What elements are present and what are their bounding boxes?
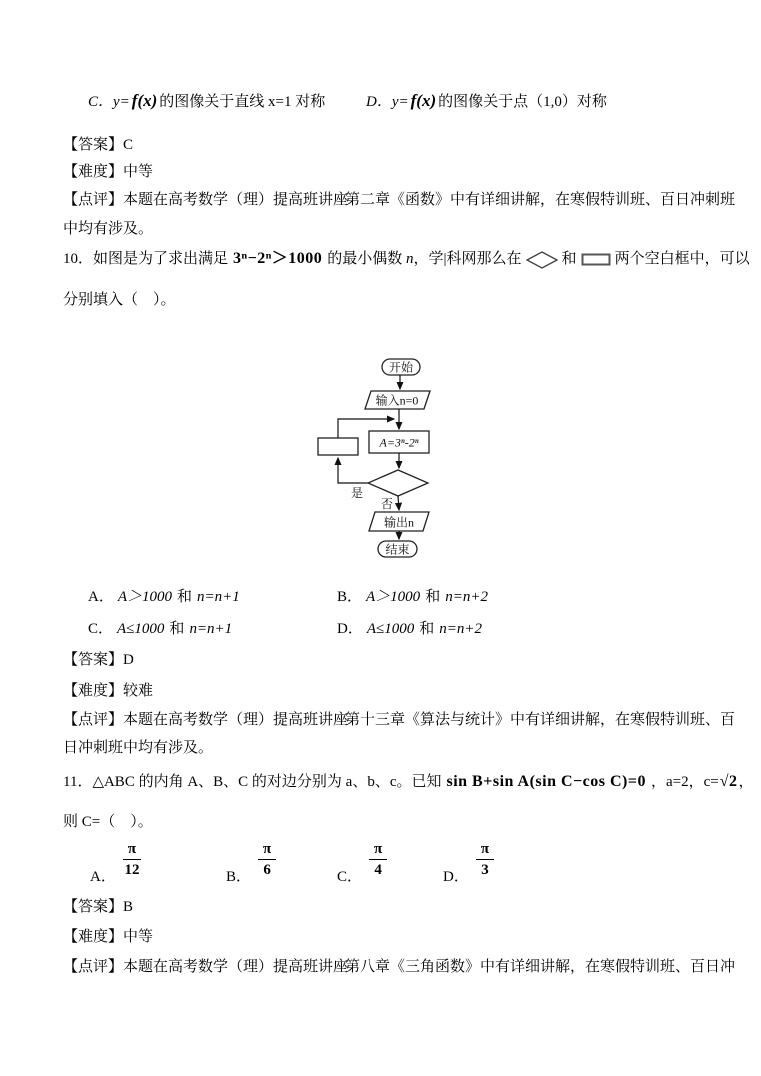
q10-stem-and: 和	[561, 251, 577, 267]
q11-option-c-denominator: 4	[374, 861, 382, 878]
q11-stem-formula: sin B+sin A(sin C−cos C)=0	[446, 773, 646, 790]
q11-comment-part1: 【点评】本题在高考数学（理）提高班讲座	[63, 959, 349, 975]
q11-stem-line2: 则 C=（ ）。	[63, 814, 153, 830]
flowchart-yes-branch-line	[338, 458, 368, 483]
q10-option-c	[88, 620, 237, 639]
q11-stem-line1	[63, 772, 754, 792]
q9-option-c-formula: f(x)	[131, 91, 158, 110]
q9-comment-part2: 第二章《函数》中有详细讲解，在寒假特训班、百日冲刺班	[345, 192, 736, 208]
q10-option-c-assign: n=n+1	[189, 621, 233, 637]
flowchart-blank-rect-shape	[318, 438, 358, 455]
q11-option-a-label: A．	[90, 868, 116, 885]
q11-option-b-denominator: 6	[263, 861, 271, 878]
q10-option-a-label: A．	[88, 589, 114, 605]
q11-stem-sqrt2: √2	[719, 773, 738, 790]
q10-stem-text1: 10．如图是为了求出满足	[63, 251, 229, 267]
q10-stem-var-n: n	[406, 251, 414, 267]
q10-option-c-condition: A≤1000	[117, 621, 165, 637]
q9-option-d-formula: f(x)	[410, 91, 437, 110]
q9-option-c	[88, 90, 325, 112]
q10-option-c-label: C．	[88, 621, 114, 637]
inline-rectangle-shape	[581, 253, 611, 266]
inline-diamond-shape	[526, 251, 558, 269]
q9-option-d-label: D．y=	[366, 94, 409, 110]
q11-option-c-numerator: π	[369, 841, 387, 860]
q10-difficulty-line: 【难度】较难	[63, 683, 154, 699]
q10-option-d	[337, 620, 487, 639]
q10-stem-formula: 3ⁿ−2ⁿ＞1000	[233, 250, 323, 267]
q10-option-d-condition: A≤1000	[366, 621, 415, 637]
flowchart-start-label: 开始	[388, 360, 414, 375]
q11-option-b	[226, 841, 276, 886]
q10-option-b-assign: n=n+2	[445, 589, 488, 605]
q10-option-a-and: 和	[177, 589, 193, 605]
q10-comment-part2: 第十三章《算法与统计》中有详细讲解，在寒假特训班、百	[345, 712, 736, 728]
q10-option-c-and: 和	[169, 621, 185, 637]
q10-option-b	[337, 588, 493, 607]
flowchart-yes-label: 是	[350, 486, 364, 500]
q9-answer-line: 【答案】C	[63, 137, 134, 153]
q11-stem-text3: ，	[738, 774, 754, 790]
q11-option-d-denominator: 3	[481, 861, 489, 878]
q11-option-d-fraction	[476, 841, 494, 879]
q10-stem-text3: ，学|科网那么在	[413, 251, 522, 267]
q10-stem-line1	[63, 249, 750, 269]
q11-comment-part2: 第八章《三角函数》中有详细讲解，在寒假特训班、百日冲	[345, 959, 736, 975]
q10-option-a	[88, 588, 245, 607]
q11-answer-line: 【答案】B	[63, 899, 134, 915]
q11-option-b-label: B．	[226, 868, 252, 885]
q9-difficulty-line: 【难度】中等	[63, 164, 154, 180]
q10-option-d-label: D．	[337, 621, 363, 637]
q11-option-d-label: D．	[443, 868, 469, 885]
flowchart-compute-label: A=3ⁿ-2ⁿ	[379, 435, 419, 450]
q9-option-c-label: C．y=	[88, 94, 130, 110]
q10-option-d-assign: n=n+2	[439, 621, 483, 637]
q9-comment-line2: 中均有涉及。	[63, 221, 154, 237]
q10-option-d-and: 和	[419, 621, 435, 637]
q10-option-b-condition: A＞1000	[366, 589, 421, 605]
flowchart-input-label: 输入n=0	[375, 393, 419, 408]
q11-option-b-fraction	[258, 841, 276, 879]
q11-stem-text2: ，a=2，c=	[650, 774, 719, 790]
q9-option-d	[366, 90, 607, 112]
flowchart-blank-diamond-shape	[368, 470, 428, 496]
q11-option-a-fraction	[123, 841, 141, 879]
flowchart-output-label: 输出n	[383, 515, 415, 530]
q9-comment-part1: 【点评】本题在高考数学（理）提高班讲座	[63, 192, 349, 208]
q11-option-b-numerator: π	[258, 841, 276, 860]
q10-option-b-label: B．	[337, 589, 363, 605]
algorithm-flowchart	[300, 350, 500, 565]
q10-option-b-and: 和	[425, 589, 441, 605]
q11-option-c-fraction	[369, 841, 387, 879]
q9-option-d-text: 的图像关于点（1,0）对称	[438, 94, 607, 110]
q10-option-a-assign: n=n+1	[197, 589, 240, 605]
q9-option-c-text: 的图像关于直线 x=1 对称	[159, 94, 326, 110]
q11-option-c	[337, 841, 387, 886]
q10-option-a-condition: A＞1000	[117, 589, 173, 605]
flowchart-end-label: 结束	[385, 542, 410, 557]
q11-difficulty-line: 【难度】中等	[63, 929, 154, 945]
flowchart-arrow-decision-output	[398, 496, 399, 510]
q11-option-c-label: C．	[337, 868, 363, 885]
q10-stem-text2: 的最小偶数	[327, 251, 403, 267]
q10-answer-line: 【答案】D	[63, 652, 134, 668]
q10-comment-part1: 【点评】本题在高考数学（理）提高班讲座	[63, 712, 349, 728]
q11-option-d-numerator: π	[476, 841, 494, 860]
q10-stem-text4: 两个空白框中，可以	[614, 251, 750, 267]
q11-option-d	[443, 841, 494, 886]
q10-comment-line2: 日冲刺班中均有涉及。	[63, 740, 214, 756]
q11-stem-text1: 11．△ABC 的内角 A、B、C 的对边分别为 a、b、c。已知	[63, 774, 442, 790]
q11-option-a-denominator: 12	[124, 861, 140, 878]
flowchart-no-label: 否	[380, 497, 394, 511]
q10-stem-line2: 分别填入（ ）。	[63, 292, 176, 308]
q11-option-a-numerator: π	[123, 841, 141, 860]
q11-option-a	[90, 841, 141, 886]
